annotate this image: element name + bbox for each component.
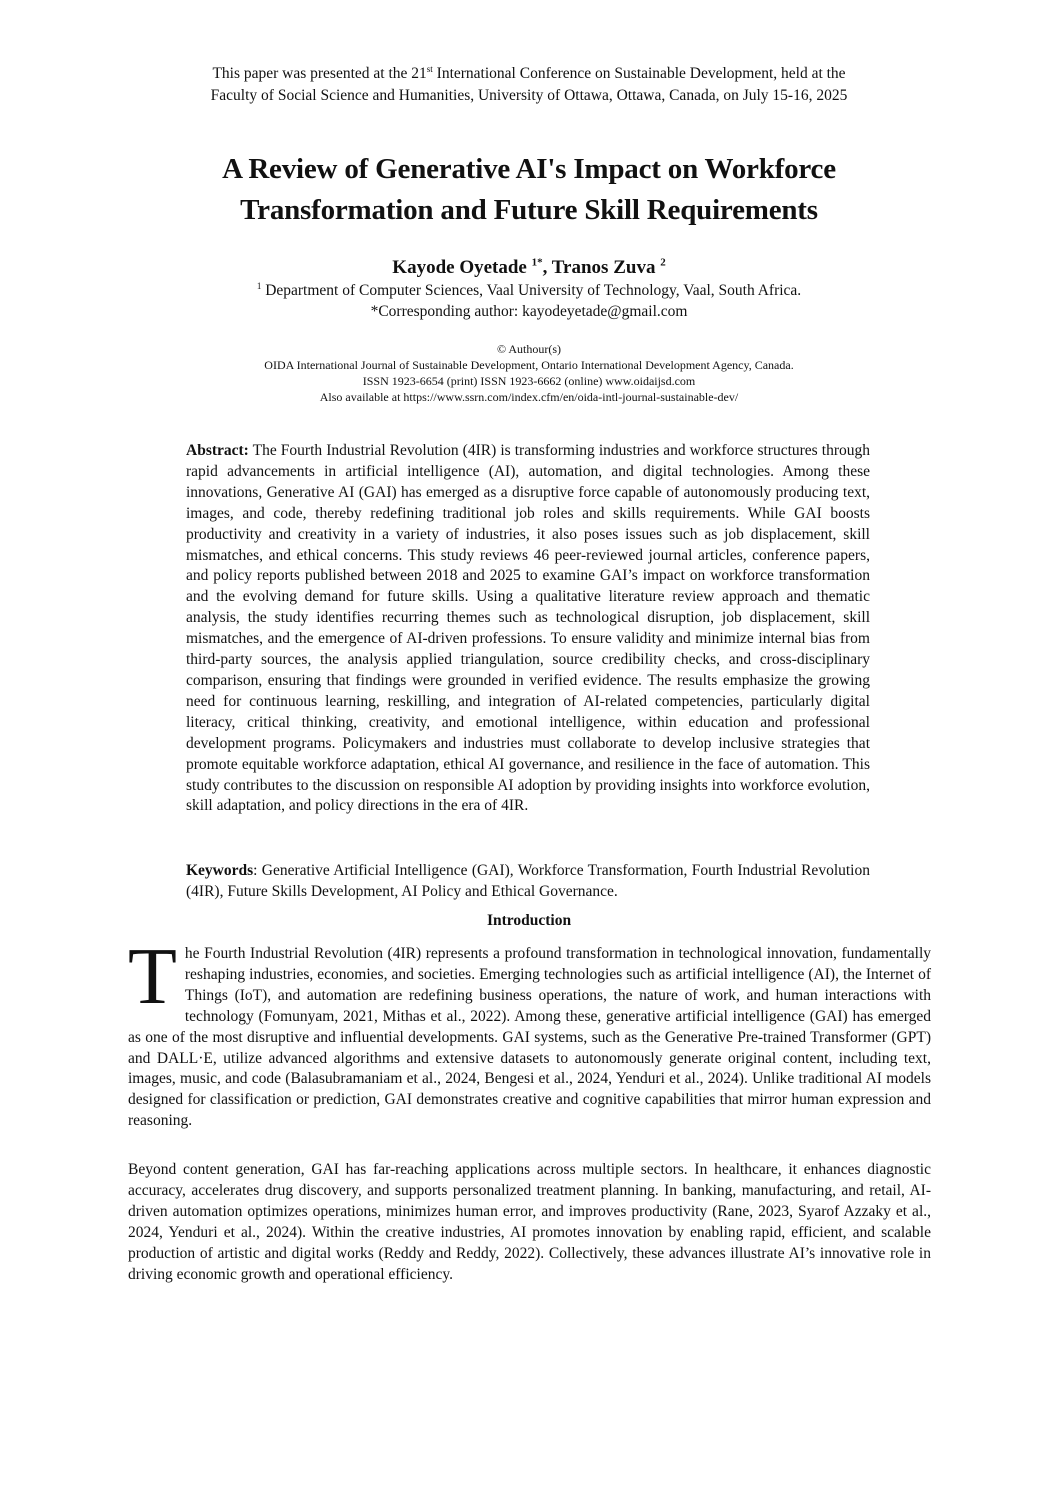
abstract-label: Abstract: (186, 442, 249, 459)
introduction-paragraph (128, 933, 931, 1132)
paragraph-text: he Fourth Industrial Revolution (4IR) represents a profound transformation in technological innovation, fundamentally reshaping industries, economies, and societies. Emerging technologies such as artificial intelligence (AI), the Internet of Things (IoT), and automation are redefining business operations, the nature of work, and human interactions with technology (Fomunyam, 2021, Mithas et al., 2022). Among these, generative artificial intelligence (GAI) has emerged as one of the most disruptive and influential developments. GAI systems, such as the Generative Pre-trained Transformer (GPT) and DALL·E, utilize advanced algorithms and extensive datasets to autonomously generate original content, including text, images, music, and code (Balasubramaniam et al., 2024, Bengesi et al., 2024, Yenduri et al., 2024). Unlike traditional AI models designed for classification or prediction, GAI demonstrates creative and cognitive capabilities that mirror human expression and reasoning. (128, 945, 931, 1130)
drop-cap: T (128, 933, 177, 1021)
availability-line: Also available at https://www.ssrn.com/index.cfm/en/oida-intl-journal-sustainable-dev/ (319, 390, 739, 404)
author-affiliation-mark: 1* (531, 256, 543, 269)
author-name: Tranos Zuva (551, 257, 661, 278)
paper-title-line2: Transformation and Future Skill Requirements (240, 194, 818, 226)
conference-note (100, 63, 958, 107)
abstract-text: The Fourth Industrial Revolution (4IR) is transforming industries and workforce structures through rapid advancements in artificial intelligence (AI), automation, and digital technologies. Among these innovations, Generative AI (GAI) has emerged as a disruptive force capable of autonomously producing text, images, and code, thereby redefining traditional job roles and skills requirements. While GAI boosts productivity and creativity in a variety of industries, it also poses issues such as job displacement, skill mismatches, and ethical concerns. This study reviews 46 peer-reviewed journal articles, conference papers, and policy reports published between 2018 and 2025 to examine GAI’s impact on workforce transformation and the evolving demand for future skills. Using a qualitative literature review approach and thematic analysis, the study identifies recurring themes such as technological disruption, job displacement, skill mismatches, and the emergence of AI-driven professions. To ensure validity and minimize internal bias from third-party sources, the analysis applied triangulation, source credibility checks, and cross-disciplinary comparison, ensuring that findings were grounded in verified evidence. The results emphasize the growing need for continuous learning, reskilling, and integration of AI-related competencies, particularly digital literacy, critical thinking, creativity, and emotional intelligence, within education and professional development programs. Policymakers and industries must collaborate to develop inclusive strategies that promote equitable workforce adaptation, ethical AI governance, and resilience in the face of automation. This study contributes to the discussion on responsible AI adoption by providing insights into workforce evolution, skill adaptation, and policy directions in the era of 4IR. (186, 442, 870, 815)
keywords (186, 861, 870, 903)
affiliation-text: Department of Computer Sciences, Vaal University of Technology, Vaal, South Africa. (261, 282, 802, 299)
conference-note-text: International Conference on Sustainable Development, held at the (432, 65, 846, 82)
author-name: Kayode Oyetade (392, 257, 532, 278)
copyright-line: © Authour(s) (496, 342, 562, 356)
keywords-label: Keywords (186, 862, 254, 879)
author-affiliation-mark: 2 (660, 256, 666, 269)
keywords-text: : Generative Artificial Intelligence (GAI), Workforce Transformation, Fourth Industrial Revolution (4IR), Future Skills Development, AI Policy and Ethical Governance. (186, 862, 870, 900)
affiliation-block (100, 280, 958, 322)
abstract (186, 441, 870, 817)
paper-title (100, 149, 958, 231)
issn-line: ISSN 1923-6654 (print) ISSN 1923-6662 (online) www.oidaijsd.com (362, 374, 696, 388)
conference-note-line1 (100, 63, 958, 85)
affiliation-mark: 1 (256, 280, 262, 291)
conference-note-text: This paper was presented at the 21 (212, 65, 427, 82)
author-list (100, 256, 958, 280)
corresponding-author: *Corresponding author: kayodeyetade@gmail.com (370, 303, 688, 320)
section-heading-introduction: Introduction (486, 912, 572, 929)
publisher-line: OIDA International Journal of Sustainable Development, Ontario International Development Agency, Canada. (264, 358, 794, 372)
journal-info (100, 341, 958, 405)
paper-title-line1: A Review of Generative AI's Impact on Workforce (222, 153, 836, 185)
introduction-paragraph: Beyond content generation, GAI has far-reaching applications across multiple sectors. In healthcare, it enhances diagnostic accuracy, accelerates drug discovery, and supports personalized treatment planning. In banking, manufacturing, and retail, AI-driven automation optimizes operations, minimizes human error, and improves productivity (Rane, 2023, Syarof Azzaky et al., 2024, Yenduri et al., 2024). Within the creative industries, AI promotes innovation by enabling rapid, efficient, and scalable production of artistic and digital works (Reddy and Reddy, 2022). Collectively, these advances illustrate AI’s innovative role in driving economic growth and operational efficiency. (128, 1161, 931, 1283)
ordinal-superscript: st (426, 63, 433, 74)
author-separator: , (542, 257, 552, 278)
affiliation-line (100, 280, 958, 301)
conference-note-line2: Faculty of Social Science and Humanities, University of Ottawa, Ottawa, Canada, on July 15-16, 2025 (210, 87, 848, 104)
